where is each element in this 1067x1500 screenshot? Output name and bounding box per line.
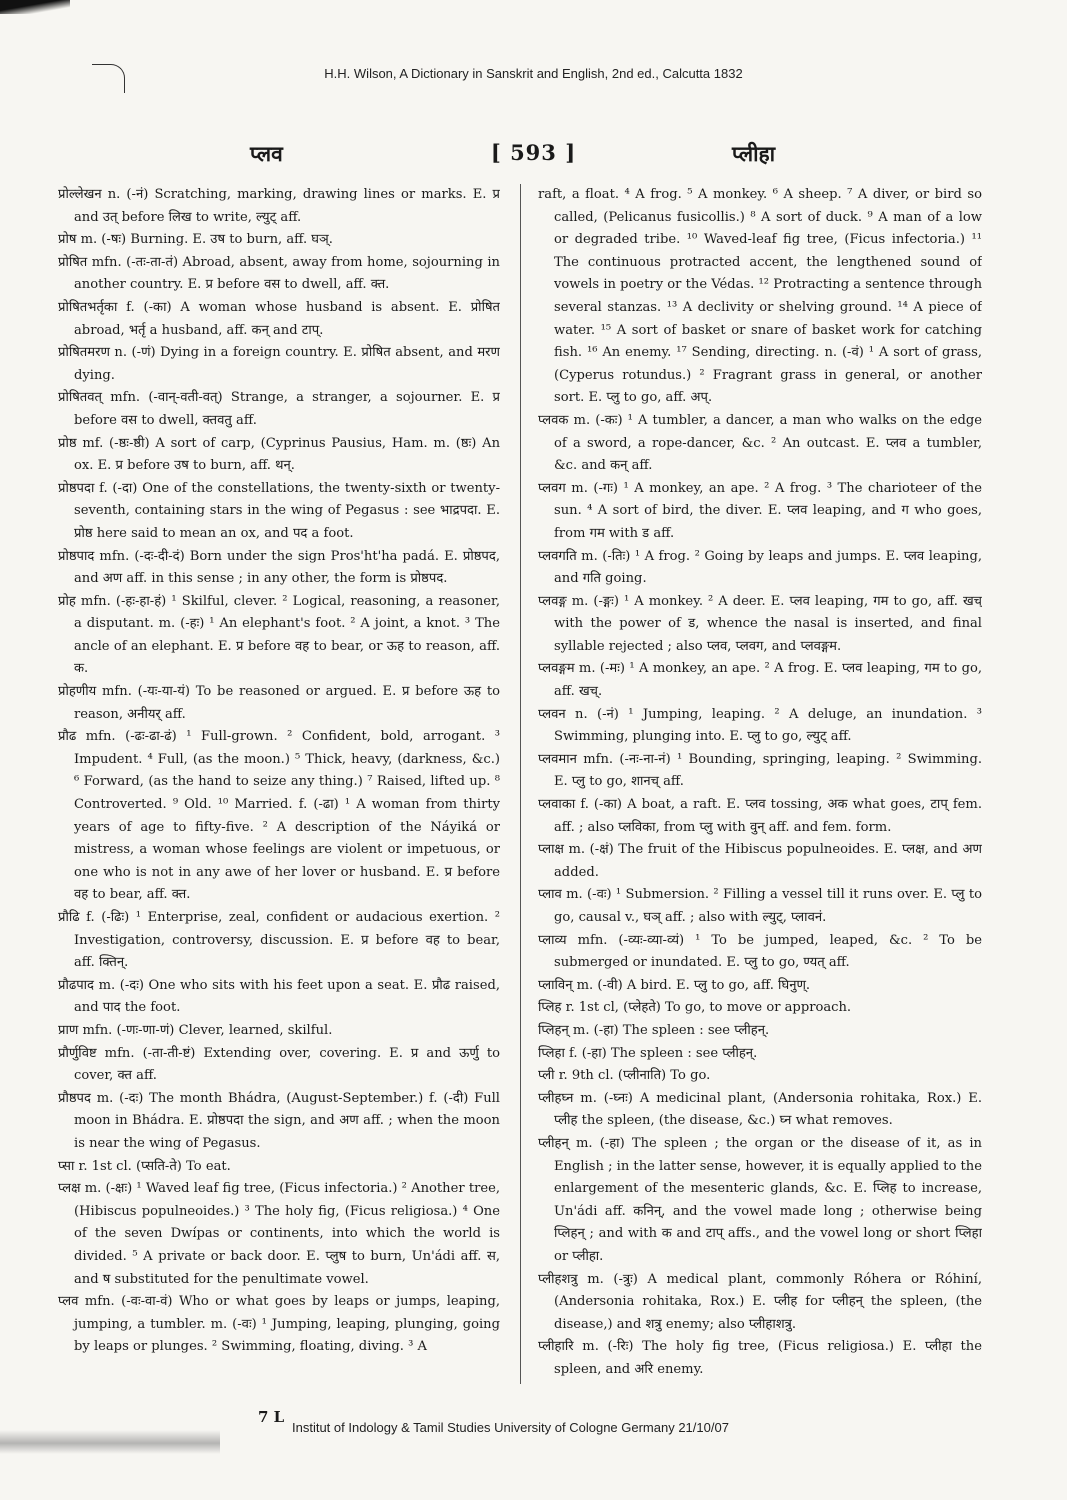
right-column	[538, 184, 982, 1394]
dictionary-entry: प्लक्ष m. (-क्षः) ¹ Waved leaf fig tree, (Ficus infectoria.) ² Another tree, (Hibiscus populneoides.) ³ The holy fig, (Ficus religiosa.) ⁴ One of the seven Dwípas or continents, into which the world is divided. ⁵ A private or back door. E. प्लुष to burn, Un'ádi aff. स, and ष substituted for the penultimate vowel.	[58, 1181, 500, 1287]
signature-mark: 7 L	[258, 1408, 285, 1426]
entry-columns	[58, 184, 1048, 1394]
dictionary-entry: प्लवन n. (-नं) ¹ Jumping, leaping. ² A deluge, an inundation. ³ Swimming, plunging into. E. प्लु to go, ल्युट् aff.	[538, 706, 982, 745]
dictionary-entry: प्लिह r. 1st cl, (प्लेहते) To go, to move or approach.	[538, 1000, 852, 1016]
dictionary-entry: प्रोहणीय mfn. (-यः-या-यं) To be reasoned or argued. E. प्र before ऊह to reason, अनीयर् aff.	[58, 684, 500, 722]
dictionary-entry: प्रोषितभर्तृका f. (-का) A woman whose husband is absent. E. प्रोषित abroad, भर्तृ a husband, aff. कन् and टाप्.	[58, 299, 500, 338]
dictionary-entry: प्लीहन् m. (-हा) The spleen ; the organ or the disease of it, as in English ; in the latter sense, however, it is equally applied to the enlargement of the mesenteric glands, &c. E. प्लिह to increase, Un'ádi aff. कनिन्, and the vowel made long ; otherwise being प्लिहन् ; and with क and टाप् affs., and the vowel long or short प्लिहा or प्लीहा.	[538, 1135, 982, 1264]
dictionary-entry: प्लवगति m. (-तिः) ¹ A frog. ² Going by leaps and jumps. E. प्लव leaping, and गति going.	[538, 548, 982, 587]
dictionary-entry: प्लवाका f. (-का) A boat, a raft. E. प्लव tossing, अक what goes, टाप् fem. aff. ; also प्लविका, from प्लु with वुन् aff. and fem. form.	[538, 797, 982, 835]
dictionary-entry: प्रोषित mfn. (-तः-ता-तं) Abroad, absent, away from home, sojourning in another country. E. प्र before वस to dwell, aff. क्त.	[58, 254, 500, 293]
dictionary-entry: प्रोषितवत् mfn. (-वान्-वती-वत्) Strange, a stranger, a sojourner. E. प्र before वस to dwell, क्तवतु aff.	[58, 390, 500, 428]
dictionary-entry: प्लवङ्गम m. (-मः) ¹ A monkey, an ape. ² A frog. E. प्लव leaping, गम to go, aff. खच्.	[538, 661, 982, 700]
dictionary-entry: प्रोह mfn. (-हः-हा-हं) ¹ Skilful, clever. ² Logical, reasoning, a reasoner, a disputant. m. (-हः) ¹ An elephant's foot. ² A joint, a knot. ³ The ancle of an elephant. E. प्र before वह to bear, or ऊह to reason, aff. क.	[58, 593, 500, 677]
dictionary-entry: प्लीहघ्न m. (-घ्नः) A medicinal plant, (Andersonia rohitaka, Rox.) E. प्लीह the spleen, (the disease, &c.) घ्न what removes.	[538, 1090, 982, 1129]
dictionary-entry: प्लिहा f. (-हा) The spleen : see प्लीहन्.	[538, 1045, 758, 1061]
dictionary-entry: प्लाविन् m. (-वी) A bird. E. प्लु to go, aff. घिनुण्.	[538, 977, 811, 993]
dictionary-entry: प्रौर्णुविष्ट mfn. (-ता-ती-ष्टं) Extending over, covering. E. प्र and ऊर्णु to cover, क्त aff.	[58, 1045, 500, 1084]
dictionary-entry: प्रोष m. (-षः) Burning. E. उष to burn, aff. घञ्.	[58, 232, 333, 248]
running-head-left-guideword: प्लव	[250, 141, 283, 166]
page-number: [ 593 ]	[490, 140, 577, 165]
dictionary-entry: प्लाक्ष m. (-क्षं) The fruit of the Hibiscus populneoides. E. प्लक्ष, and अण added.	[538, 842, 982, 880]
dictionary-entry: प्रौढपाद m. (-दः) One who sits with his feet upon a seat. E. प्रौढ raised, and पाद the foot.	[58, 977, 500, 1016]
scan-edge-shadow-bottom	[0, 1430, 220, 1454]
dictionary-entry: प्रौढि f. (-ढिः) ¹ Enterprise, zeal, confident or audacious exertion. ² Investigation, controversy, discussion. E. प्र before वह to bear, aff. क्तिन्.	[58, 910, 500, 971]
dictionary-entry: प्रोल्लेखन n. (-नं) Scratching, marking, drawing lines or marks. E. प्र and उत् before लिख to write, ल्युट् aff.	[58, 187, 500, 225]
dictionary-entry: प्लिहन् m. (-हा) The spleen : see प्लीहन्.	[538, 1022, 770, 1038]
dictionary-entry: प्सा r. 1st cl. (प्सति-ते) To eat.	[58, 1158, 231, 1174]
dictionary-entry: प्लवमान mfn. (-नः-ना-नं) ¹ Bounding, springing, leaping. ² Swimming. E. प्लु to go, शानच् aff.	[538, 751, 982, 790]
dictionary-entry: प्लाव m. (-वः) ¹ Submersion. ² Filling a vessel till it runs over. E. प्लु to go, causal v., घञ् aff. ; also with ल्युट्, प्लावनं.	[538, 887, 982, 925]
dictionary-entry: प्रौढ mfn. (-ढः-ढा-ढं) ¹ Full-grown. ² Confident, bold, arrogant. ³ Impudent. ⁴ Full, (as the moon.) ⁵ Thick, heavy, (darkness, &c.) ⁶ Forward, (as the hand to seize any thing.) ⁷ Raised, lifted up. ⁸ Controverted. ⁹ Old. ¹⁰ Married. f. (-ढा) ¹ A woman from thirty years of age to fifty-five. ² A description of the Náyiká or mistress, a woman whose feelings are violent or impetuous, or one who is not in any awe of her lover or husband. E. प्र before वह to bear, aff. क्त.	[58, 729, 500, 903]
dictionary-entry: प्रौष्ठपद m. (-दः) The month Bhádra, (August-September.) f. (-दी) Full moon in Bhádra. E. प्रोष्ठपदा the sign, and अण aff. ; when the moon is near the wing of Pegasus.	[58, 1090, 500, 1151]
scan-edge-shadow	[0, 0, 70, 14]
dictionary-entry: प्ली r. 9th cl. (प्लीनाति) To go.	[538, 1068, 711, 1084]
running-head-right-guideword: प्लीहा	[732, 141, 776, 166]
dictionary-entry: प्लवक m. (-कः) ¹ A tumbler, a dancer, a man who walks on the edge of a sword, a rope-dancer, &c. ² An outcast. E. प्लव a tumbler, &c. and कन् aff.	[538, 412, 982, 474]
dictionary-entry: प्लवङ्ग m. (-ङ्गः) ¹ A monkey. ² A deer. E. प्लव leaping, गम to go, aff. खच् with the power of ड, whence the nasal is inserted, and final syllable rejected ; also प्लव, प्लवग, and प्लवङ्गम.	[538, 593, 982, 654]
dictionary-entry: प्रोष्ठपदा f. (-दा) One of the constellations, the twenty-sixth or twenty-seventh, containing stars in the wing of Pegasus : see भाद्रपदा. E. प्रोष्ठ here said to mean an ox, and पद a foot.	[58, 480, 500, 541]
dictionary-entry: प्राण mfn. (-णः-णा-णं) Clever, learned, skilful.	[58, 1022, 333, 1038]
dictionary-entry: प्लव mfn. (-वः-वा-वं) Who or what goes by leaps or jumps, leaping, jumping, a tumbler. m. (-वः) ¹ Jumping, leaping, plunging, going by leaps or plunges. ² Swimming, floating, diving. ³ A	[58, 1294, 500, 1355]
dictionary-entry: प्लीहारि m. (-रिः) The holy fig tree, (Ficus religiosa.) E. प्लीहा the spleen, and अरि enemy.	[538, 1339, 982, 1377]
source-header: H.H. Wilson, A Dictionary in Sanskrit and English, 2nd ed., Calcutta 1832	[324, 66, 743, 81]
dictionary-entry: प्रोष्ठपाद mfn. (-दः-दी-दं) Born under the sign Pros'ht'ha padá. E. प्रोष्ठपद, and अण aff. in this sense ; in any other, the form is प्रोष्ठपद.	[58, 548, 500, 587]
dictionary-entry: प्लाव्य mfn. (-व्यः-व्या-व्यं) ¹ To be jumped, leaped, &c. ² To be submerged or inundated. E. प्लु to go, ण्यत् aff.	[538, 932, 982, 971]
dictionary-entry: प्रोषितमरण n. (-णं) Dying in a foreign country. E. प्रोषित absent, and मरण dying.	[58, 345, 500, 383]
left-column	[58, 184, 500, 1394]
dictionary-entry: प्लीहशत्रु m. (-त्रुः) A medical plant, commonly Róhera or Róhiní, (Andersonia rohitaka, Rox.) E. प्लीह for प्लीहन् the spleen, (the disease,) and शत्रु enemy; also प्लीहाशत्रु.	[538, 1271, 982, 1332]
dictionary-entry: प्लवग m. (-गः) ¹ A monkey, an ape. ² A frog. ³ The charioteer of the sun. ⁴ A sort of bird, the diver. E. प्लव leaping, and ग who goes, from गम with ड aff.	[538, 480, 982, 541]
footer-source: Institut of Indology & Tamil Studies University of Cologne Germany 21/10/07	[292, 1420, 729, 1435]
running-head	[0, 140, 1067, 170]
dictionary-entry: raft, a float. ⁴ A frog. ⁵ A monkey. ⁶ A sheep. ⁷ A diver, or bird so called, (Pelicanus fusicollis.) ⁸ A sort of duck. ⁹ A man of a low or degraded tribe. ¹⁰ Waved-leaf fig tree, (Ficus infectoria.) ¹¹ The continuous protracted accent, the lengthened sound of vowels in poetry or the Védas. ¹² Protracting a sentence through several stanzas. ¹³ A declivity or shelving ground. ¹⁴ A piece of water. ¹⁵ A sort of basket or snare of basket work for catching fish. ¹⁶ An enemy. ¹⁷ Sending, directing. n. (-वं) ¹ A sort of grass, (Cyperus rotundus.) ² Fragrant grass in general, or another sort. E. प्लु to go, aff. अप्.	[538, 187, 982, 406]
dictionary-entry: प्रोष्ठ mf. (-ष्ठः-ष्ठी) A sort of carp, (Cyprinus Pausius, Ham. m. (ष्ठः) An ox. E. प्र before उष to burn, aff. थन्.	[58, 435, 500, 474]
column-divider	[520, 184, 521, 1384]
